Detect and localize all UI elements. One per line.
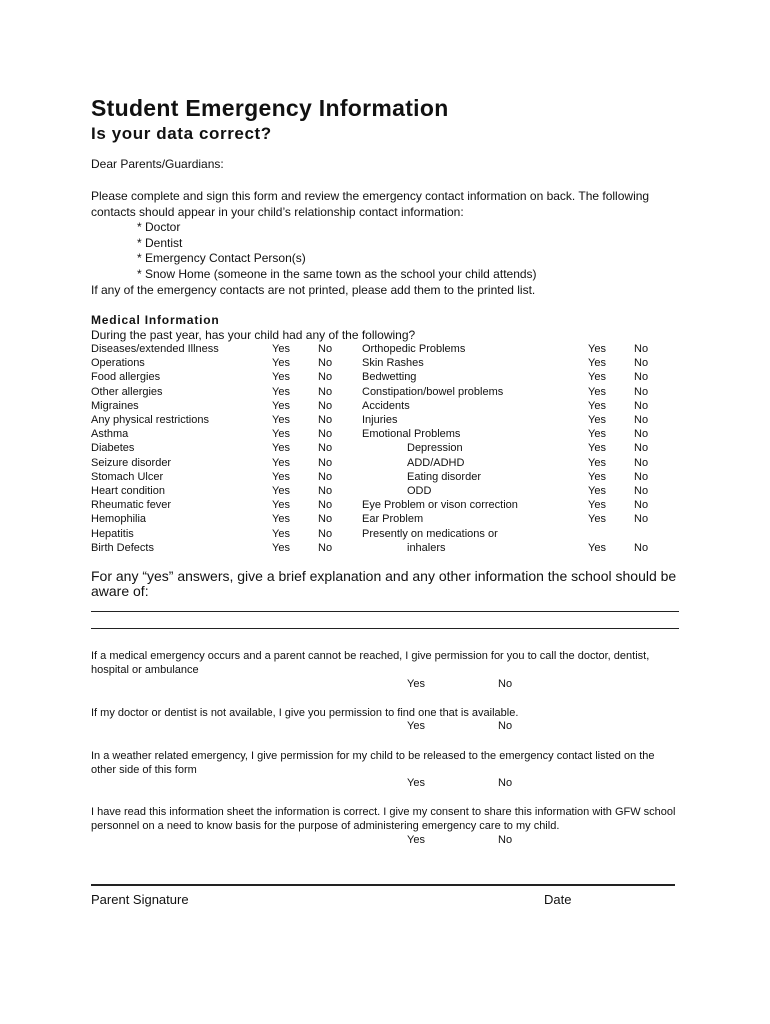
condition-label: Eating disorder: [407, 470, 481, 483]
page-subtitle: Is your data correct?: [91, 124, 272, 143]
condition-label: Accidents: [362, 399, 410, 412]
no-option[interactable]: No: [318, 442, 333, 455]
no-option[interactable]: No: [634, 414, 649, 426]
condition-label: Depression: [407, 442, 463, 455]
intro-line-1: Please complete and sign this form and review the emergency contact information on back. The following: [91, 189, 650, 203]
contact-item: * Dentist: [137, 236, 183, 250]
yes-option[interactable]: Yes: [272, 442, 290, 455]
no-option[interactable]: No: [318, 513, 333, 526]
condition-label: Bedwetting: [362, 371, 417, 384]
no-option[interactable]: No: [318, 399, 333, 412]
contact-item: * Doctor: [137, 220, 181, 234]
condition-label: Ear Problem: [362, 513, 424, 526]
yes-option[interactable]: Yes: [272, 343, 290, 355]
no-option[interactable]: No: [634, 456, 649, 469]
no-option[interactable]: No: [318, 470, 333, 483]
yes-option[interactable]: Yes: [272, 513, 290, 526]
no-option[interactable]: No: [318, 357, 333, 370]
yes-option[interactable]: Yes: [588, 541, 606, 554]
explanation-prompt: For any “yes” answers, give a brief explanation and any other information the school should be aware of:: [91, 568, 677, 599]
no-option[interactable]: No: [318, 343, 333, 355]
yes-option[interactable]: Yes: [407, 678, 425, 690]
no-option[interactable]: No: [318, 485, 333, 497]
condition-label: Diabetes: [91, 442, 135, 455]
page-title: Student Emergency Information: [91, 95, 449, 121]
no-option[interactable]: No: [318, 527, 333, 540]
yes-option[interactable]: Yes: [588, 513, 606, 526]
no-option[interactable]: No: [634, 343, 649, 355]
yes-option[interactable]: Yes: [407, 834, 425, 846]
no-option[interactable]: No: [318, 456, 333, 469]
yes-option[interactable]: Yes: [272, 485, 290, 497]
no-option[interactable]: No: [318, 371, 333, 384]
yes-option[interactable]: Yes: [588, 399, 606, 412]
greeting: Dear Parents/Guardians:: [91, 157, 224, 171]
condition-label: Seizure disorder: [91, 456, 172, 469]
condition-label: Hemophilia: [91, 513, 147, 526]
no-option[interactable]: No: [498, 678, 513, 690]
yes-option[interactable]: Yes: [272, 470, 290, 483]
medical-heading: Medical Information: [91, 313, 220, 327]
condition-label: Any physical restrictions: [91, 414, 209, 426]
condition-label: inhalers: [407, 541, 446, 554]
intro-closing: If any of the emergency contacts are not printed, please add them to the printed list.: [91, 283, 536, 297]
condition-label: Asthma: [91, 428, 129, 441]
no-option[interactable]: No: [634, 428, 649, 441]
yes-option[interactable]: Yes: [588, 343, 606, 355]
condition-label: Orthopedic Problems: [362, 343, 466, 355]
yes-option[interactable]: Yes: [588, 357, 606, 370]
no-option[interactable]: No: [634, 371, 649, 384]
yes-option[interactable]: Yes: [588, 485, 606, 497]
yes-option[interactable]: Yes: [272, 527, 290, 540]
parent-signature-label: Parent Signature: [91, 892, 189, 907]
yes-option[interactable]: Yes: [588, 499, 606, 512]
contact-item: * Emergency Contact Person(s): [137, 251, 306, 265]
no-option[interactable]: No: [318, 499, 333, 512]
no-option[interactable]: No: [498, 777, 513, 789]
permission-text-consent: I have read this information sheet the information is correct. I give my consent to share this information with GFW school personnel on a need to know basis for the purpose of administering emergency care to my child.: [91, 806, 676, 832]
yes-option[interactable]: Yes: [272, 456, 290, 469]
contact-item: * Snow Home (someone in the same town as the school your child attends): [137, 267, 537, 281]
condition-label: ADD/ADHD: [407, 456, 465, 469]
condition-label: Hepatitis: [91, 527, 134, 540]
signature-line[interactable]: [91, 884, 675, 886]
yes-option[interactable]: Yes: [588, 456, 606, 469]
yes-option[interactable]: Yes: [272, 428, 290, 441]
no-option[interactable]: No: [318, 541, 333, 554]
condition-label: ODD: [407, 485, 432, 497]
yes-option[interactable]: Yes: [588, 470, 606, 483]
condition-label: Other allergies: [91, 385, 163, 398]
no-option[interactable]: No: [634, 541, 649, 554]
condition-label: Heart condition: [91, 485, 165, 497]
yes-option[interactable]: Yes: [272, 414, 290, 426]
medical-question: During the past year, has your child had any of the following?: [91, 328, 416, 342]
condition-label: Presently on medications or: [362, 527, 498, 540]
yes-option[interactable]: Yes: [588, 428, 606, 441]
no-option[interactable]: No: [634, 357, 649, 370]
yes-option[interactable]: Yes: [272, 499, 290, 512]
no-option[interactable]: No: [634, 470, 649, 483]
yes-option[interactable]: Yes: [272, 399, 290, 412]
permission-text-find-doctor: If my doctor or dentist is not available, I give you permission to find one that is available.: [91, 707, 519, 719]
no-option[interactable]: No: [634, 385, 649, 398]
condition-label: Constipation/bowel problems: [362, 385, 504, 398]
no-option[interactable]: No: [498, 834, 513, 846]
no-option[interactable]: No: [634, 499, 649, 512]
explanation-line-2[interactable]: [91, 628, 679, 629]
yes-option[interactable]: Yes: [272, 385, 290, 398]
no-option[interactable]: No: [634, 513, 649, 526]
condition-label: Stomach Ulcer: [91, 470, 164, 483]
condition-label: Birth Defects: [91, 541, 154, 554]
intro-line-2: contacts should appear in your child’s relationship contact information:: [91, 205, 464, 219]
yes-option[interactable]: Yes: [407, 777, 425, 789]
permission-text-call-doctor: If a medical emergency occurs and a parent cannot be reached, I give permission for you to call the doctor, dentist, hospital or ambulance: [91, 650, 650, 676]
yes-option[interactable]: Yes: [272, 357, 290, 370]
no-option[interactable]: No: [634, 442, 649, 455]
condition-label: Rheumatic fever: [91, 499, 172, 512]
yes-option[interactable]: Yes: [272, 371, 290, 384]
yes-option[interactable]: Yes: [588, 414, 606, 426]
permission-text-weather-release: In a weather related emergency, I give permission for my child to be released to the emergency contact listed on the other side of this form: [91, 750, 655, 776]
condition-label: Food allergies: [91, 371, 161, 384]
no-option[interactable]: No: [318, 428, 333, 441]
date-label: Date: [544, 892, 572, 907]
explanation-line-1[interactable]: [91, 611, 679, 612]
no-option[interactable]: No: [498, 720, 513, 732]
no-option[interactable]: No: [634, 399, 649, 412]
condition-label: Operations: [91, 357, 145, 370]
condition-label: Migraines: [91, 399, 139, 412]
yes-option[interactable]: Yes: [588, 442, 606, 455]
condition-label: Skin Rashes: [362, 357, 424, 370]
yes-option[interactable]: Yes: [407, 720, 425, 732]
condition-label: Diseases/extended Illness: [91, 343, 219, 355]
yes-option[interactable]: Yes: [272, 541, 290, 554]
yes-option[interactable]: Yes: [588, 371, 606, 384]
condition-label: Eye Problem or vison correction: [362, 499, 518, 512]
no-option[interactable]: No: [318, 385, 333, 398]
condition-label: Injuries: [362, 414, 398, 426]
no-option[interactable]: No: [318, 414, 333, 426]
yes-option[interactable]: Yes: [588, 385, 606, 398]
condition-label: Emotional Problems: [362, 428, 461, 441]
no-option[interactable]: No: [634, 485, 649, 497]
